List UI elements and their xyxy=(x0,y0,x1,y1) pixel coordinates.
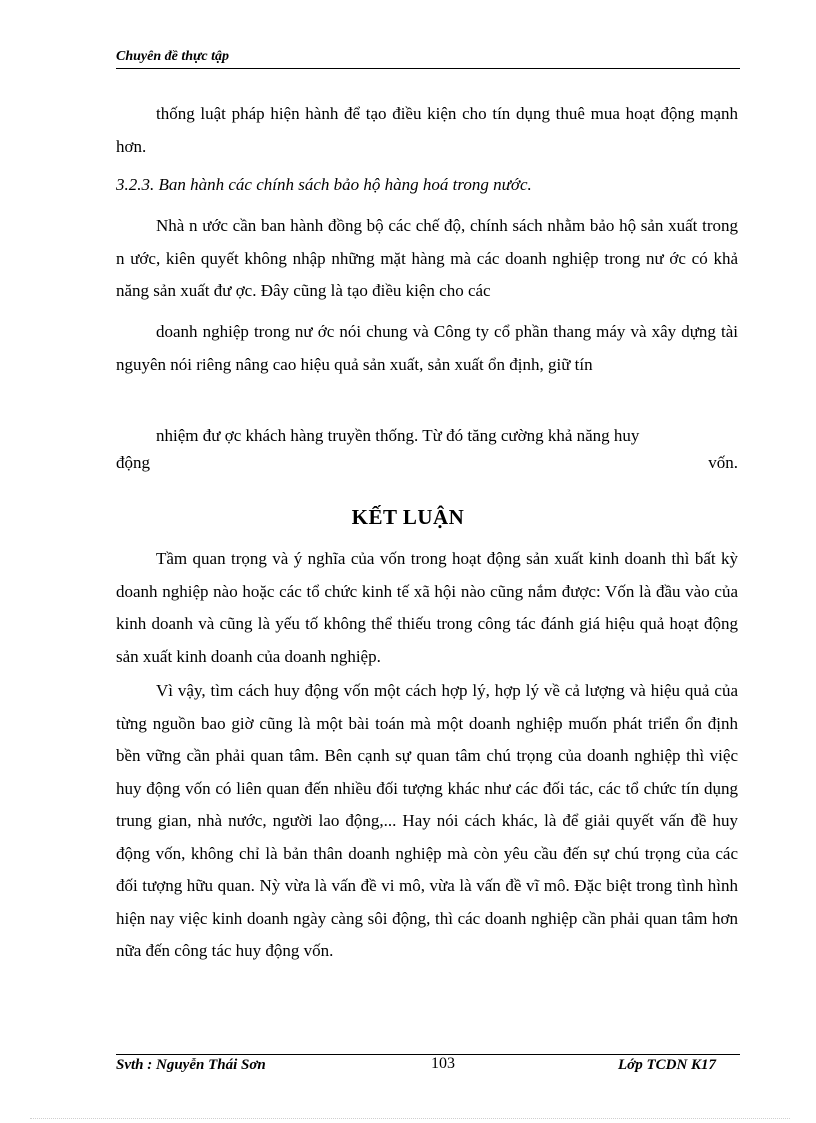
paragraph-conclusion-mobilization: Vì vậy, tìm cách huy động vốn một cách hợp lý, hợp lý về cả lượng và hiệu quả của từng nguồn bao giờ cũng là một bài toán mà một doanh nghiệp muốn phát triển ổn định bền vững cần phải quan tâm. Bên cạnh sự quan tâm chú trọng của doanh nghiệp thì việc huy động vốn có liên quan đến nhiều đối tượng khác như các đối tác, các tổ chức tín dụng trung gian, nhà nước, người lao động,... Hay nói cách khác, là để giải quyết vấn đề huy động vốn, không chỉ là bản thân doanh nghiệp mà còn yêu cầu đến sự chú trọng của các đối tượng hữu quan. Nỳ vừa là vấn đề vi mô, vừa là vấn đề vĩ mô. Đặc biệt trong tình hình hiện nay việc kinh doanh ngày càng sôi động, thì các doanh nghiệp cần phải quan tâm hơn nữa đến công tác huy động vốn. xyxy=(116,681,738,960)
section-heading-3-2-3: 3.2.3. Ban hành các chính sách bảo hộ hàng hoá trong nước. xyxy=(116,175,532,194)
paragraph-legal-system: thống luật pháp hiện hành để tạo điều kiện cho tín dụng thuê mua hoạt động mạnh hơn. xyxy=(116,104,738,156)
paragraph-state-protection: Nhà n ước cần ban hành đồng bộ các chế độ, chính sách nhằm bảo hộ sản xuất trong n ước, kiên quyết không nhập những mặt hàng mà các doanh nghiệp trong nư ớc có khả năng sản xuất đư ợc. Đây cũng là tạo điều kiện cho các xyxy=(116,216,738,300)
footer-page-number: 103 xyxy=(431,1055,455,1072)
page-header-title: Chuyên đề thực tập xyxy=(116,49,230,64)
page-bottom-dotted-border xyxy=(30,1118,790,1119)
word-von: vốn. xyxy=(708,453,738,472)
paragraph-customer-trust-line2 xyxy=(116,453,738,473)
header-divider xyxy=(116,68,740,69)
paragraph-enterprises-stability: doanh nghiệp trong nư ớc nói chung và Công ty cổ phần thang máy và xây dựng tài nguyên nói riêng nâng cao hiệu quả sản xuất, sản xuất ổn định, giữ tín xyxy=(116,322,738,374)
paragraph-conclusion-importance: Tầm quan trọng và ý nghĩa của vốn trong hoạt động sản xuất kinh doanh thì bất kỳ doanh nghiệp nào hoặc các tổ chức kinh tế xã hội nào cũng nắm được: Vốn là đầu vào của kinh doanh và cũng là yếu tố không thể thiếu trong công tác đánh giá hiệu quả hoạt động sản xuất kinh doanh của doanh nghiệp. xyxy=(116,549,738,666)
footer-author: Svth : Nguyễn Thái Sơn xyxy=(116,1057,266,1073)
paragraph-customer-trust-line1: nhiệm đư ợc khách hàng truyền thống. Từ đó tăng cường khả năng huy xyxy=(156,426,640,445)
footer-class: Lớp TCDN K17 xyxy=(618,1057,717,1073)
conclusion-title: KẾT LUẬN xyxy=(351,505,465,529)
word-dong: động xyxy=(116,453,150,472)
